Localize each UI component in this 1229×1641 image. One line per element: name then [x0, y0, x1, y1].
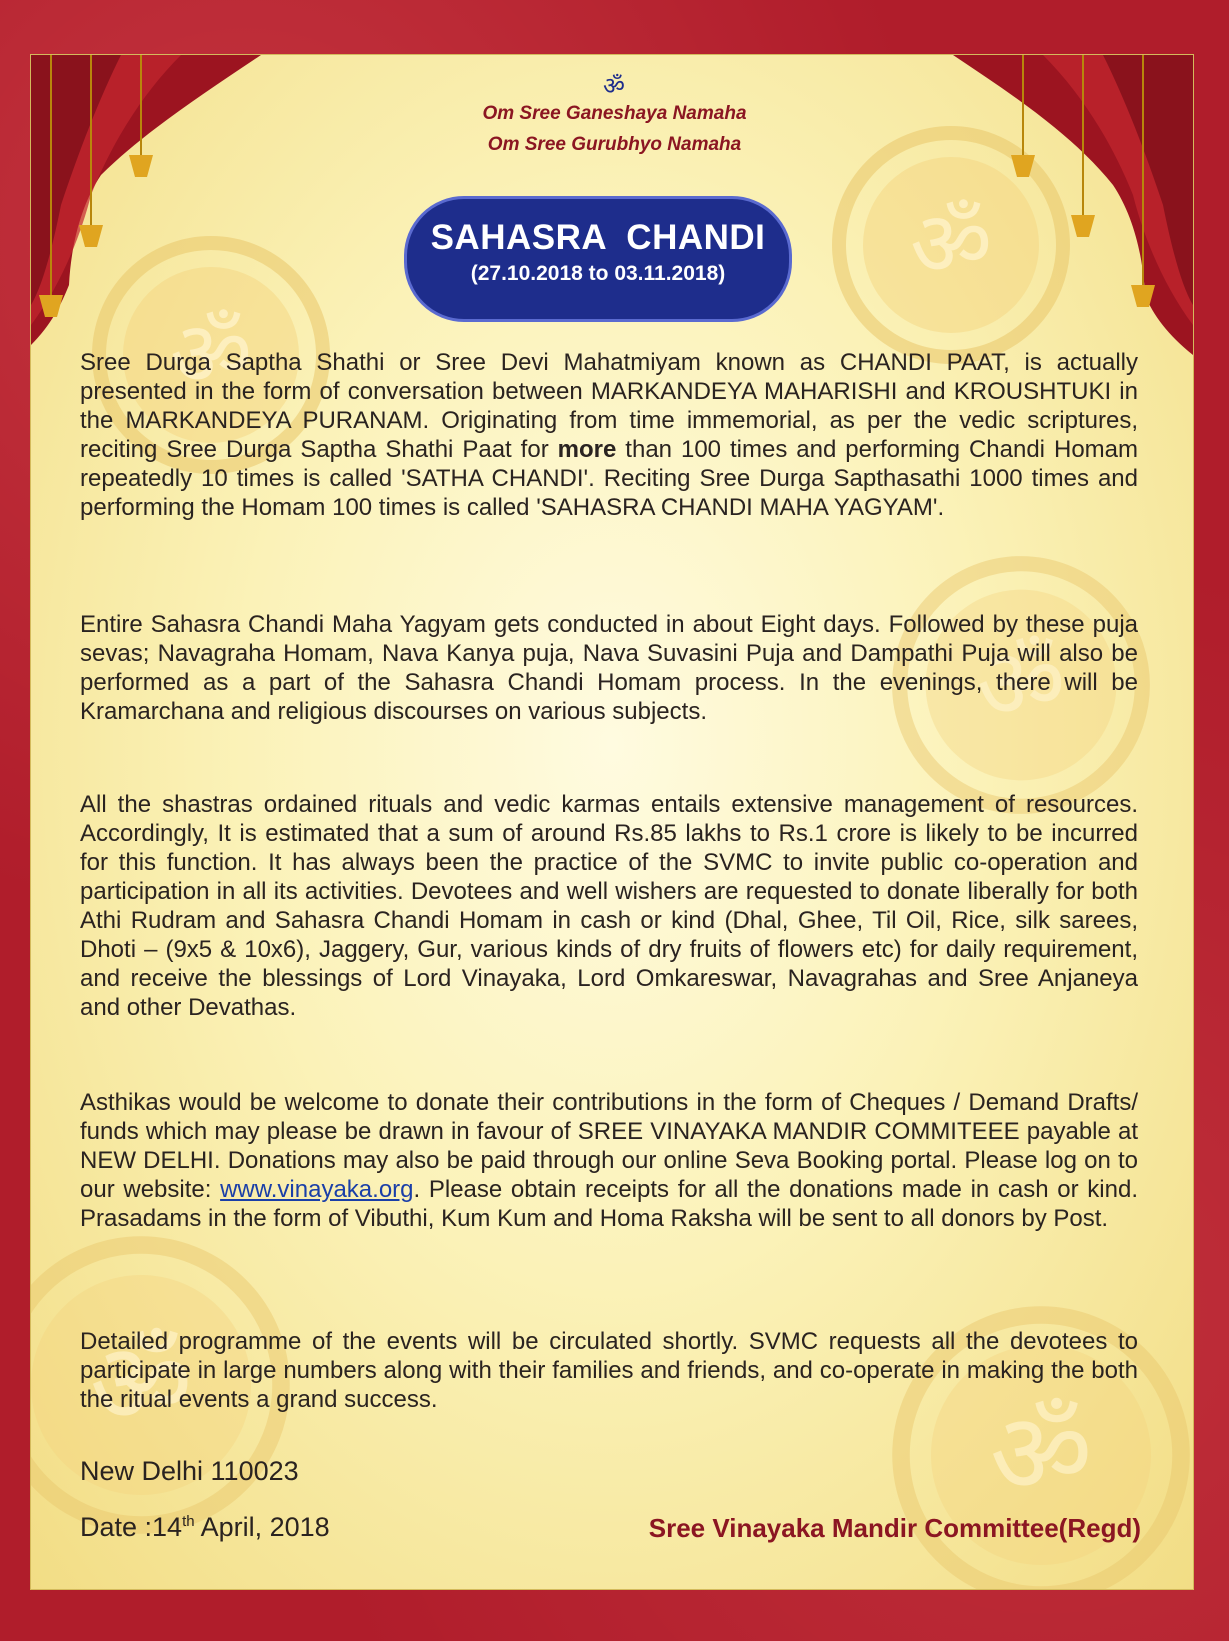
footer-date-sup: th [182, 1513, 195, 1530]
footer-date-suffix: April, 2018 [194, 1512, 330, 1542]
right-curtain-icon [953, 55, 1193, 355]
paragraph-5: Detailed programme of the events will be circulated shortly. SVMC requests all the devotees to participate in large numbers along with their families and friends, and co-operate in making the both the ritual events a grand success. [80, 1328, 1138, 1413]
svg-text:ॐ: ॐ [89, 1318, 193, 1450]
paragraph-4 [80, 1088, 1138, 1233]
footer-date-prefix: Date :14 [80, 1512, 183, 1542]
title-badge [404, 196, 792, 322]
invocation-line-2: Om Sree Gurubhyo Namaha [487, 134, 742, 155]
svg-text:ॐ: ॐ [603, 72, 625, 100]
paragraph-2: Entire Sahasra Chandi Maha Yagyam gets conducted in about Eight days. Followed by these puja sevas; Navagraha Homam, Nava Kanya puja, Nava Suvasini Puja and Dampathi Puja will also be performed as a part of the Sahasra Chandi Homam process. In the evenings, there will be Kramarchana and religious discourses on various subjects. [80, 611, 1138, 725]
footer-place: New Delhi 110023 [80, 1456, 299, 1486]
invocation-line-1: Om Sree Ganeshaya Namaha [482, 103, 747, 124]
left-curtain-icon [31, 55, 261, 345]
svg-text:ॐ: ॐ [909, 192, 993, 297]
paragraph-1-text: Sree Durga Saptha Shathi or Sree Devi Mahatmiyam known as CHANDI PAAT, is actually presented in the form of conversation between MARKANDEYA MAHARISHI and KROUSHTUKI in the MARKANDEYA PURANAM. Originating from time immemorial, as per the vedic scriptures, reciting Sree Durga Saptha Shathi Paat for [80, 349, 1138, 463]
svg-text:ॐ: ॐ [976, 626, 1066, 741]
paragraph-4-text-end: . Please obtain receipts for all the donations made in cash or kind. Prasadams in the form of Vibuthi, Kum Kum and Homa Raksha will be sent to all donors by Post. [80, 1176, 1139, 1232]
paragraph-1-text-end: than 100 times and performing Chandi Homam repeatedly 10 times is called 'SATHA CHANDI'. Reciting Sree Durga Sapthasathi 1000 times and performing the Homam 100 times is called 'SAHASRA CHANDI MAHA YAGYAM'. [80, 436, 1138, 521]
paragraph-4-text: Asthikas would be welcome to donate their contributions in the form of Cheques / Demand Drafts/ funds which may please be drawn in favour of SREE VINAYAKA MANDIR COMMITEEE payable at NEW DELHI. Donations may also be paid through our online Seva Booking portal. Please log on to our website: [80, 1089, 1138, 1203]
svg-text:ॐ: ॐ [169, 302, 253, 407]
paragraph-3: All the shastras ordained rituals and vedic karmas entails extensive management of resources. Accordingly, It is estimated that a sum of around Rs.85 lakhs to Rs.1 crore is likely to be incurred for this function. It has always been the practice of the SVMC to invite public co-operation and participation in all its activities. Devotees and well wishers are requested to donate liberally for both Athi Rudram and Sahasra Chandi Homam in cash or kind (Dhal, Ghee, Til Oil, Rice, silk sarees, Dhoti – (9x5 & 10x6), Jaggery, Gur, various kinds of dry fruits of flowers etc) for daily requirement, and receive the blessings of Lord Vinayaka, Lord Omkareswar, Navagrahas and Sree Anjaneya and other Devathas. [80, 791, 1138, 1021]
paragraph-1 [80, 348, 1138, 522]
svg-text:ॐ: ॐ [989, 1388, 1093, 1520]
website-link[interactable]: www.vinayaka.org [220, 1176, 414, 1203]
footer-date [80, 1512, 330, 1543]
event-title: SAHASRA CHANDI [430, 218, 766, 257]
event-dates: (27.10.2018 to 03.11.2018) [470, 262, 726, 285]
paragraph-1-bold: more [557, 436, 617, 463]
om-symbol-icon [589, 70, 639, 100]
committee-signature: Sree Vinayaka Mandir Committee(Regd) [648, 1513, 1141, 1543]
